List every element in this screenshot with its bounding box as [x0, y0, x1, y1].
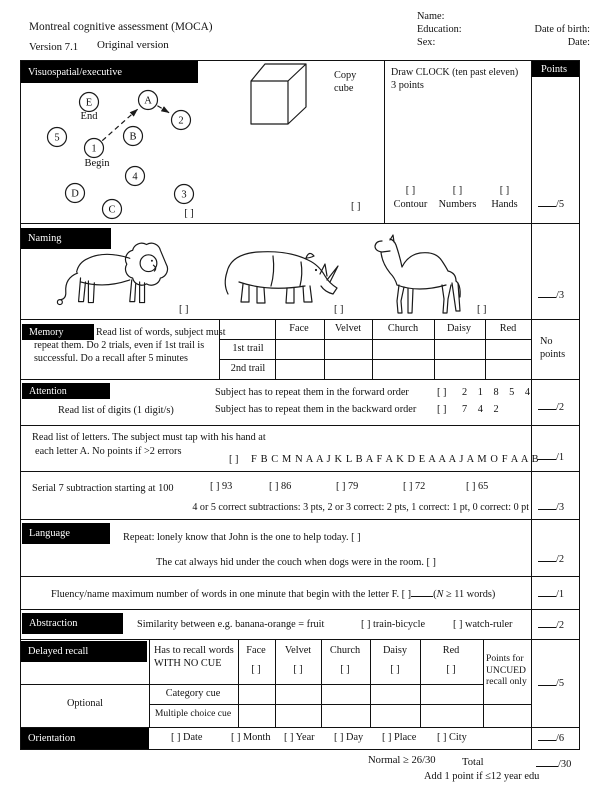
- memory-word-face: Face: [289, 323, 309, 334]
- lion-checkbox[interactable]: [ ]: [179, 304, 189, 315]
- memory-row-1st-trail: 1st trail: [232, 343, 264, 354]
- points-cell-orientation: [531, 728, 579, 749]
- delayed-multiple-choice-label: Multiple choice cue: [154, 708, 232, 719]
- delayed-word-face: Face: [246, 645, 266, 656]
- memory-word-daisy: Daisy: [446, 323, 472, 334]
- orientation-item-month: [ ] Month: [231, 732, 271, 743]
- serial7-item-65: [ ] 65: [466, 481, 489, 492]
- copy-cube-label: Copy cube: [334, 70, 357, 94]
- delayed-category-cue-label: Category cue: [165, 688, 221, 699]
- trail-node-label: C: [108, 204, 116, 216]
- section-label-abstraction: Abstraction: [22, 613, 123, 634]
- orientation-place-checkbox[interactable]: [ ]: [382, 732, 392, 743]
- abstraction-checkbox[interactable]: [ ]: [453, 619, 463, 630]
- clock-contour-checkbox[interactable]: [ ]: [405, 185, 416, 196]
- form-version-note: Original version: [97, 39, 169, 51]
- section-label-delayed-recall: Delayed recall: [21, 641, 147, 662]
- serial7-item-86: [ ] 86: [269, 481, 292, 492]
- letters-sequence: F B C M N A A J K L B A F A K D E A A A J A M O F A A B: [251, 454, 540, 465]
- attention-forward-checkbox[interactable]: [ ]: [437, 387, 447, 398]
- orientation-day-checkbox[interactable]: [ ]: [334, 732, 344, 743]
- score-orientation: /6: [538, 731, 564, 744]
- delayed-face-checkbox[interactable]: [ ]: [251, 664, 261, 675]
- score-naming: /3: [538, 288, 564, 301]
- score-blank[interactable]: [538, 552, 556, 562]
- section-fluency: [21, 576, 579, 609]
- education-adjustment-note: Add 1 point if ≤12 year edu: [424, 771, 540, 782]
- orientation-city-checkbox[interactable]: [ ]: [437, 732, 447, 743]
- abstraction-checkbox[interactable]: [ ]: [361, 619, 371, 630]
- trail-arrow: [157, 106, 169, 113]
- clock-numbers-label: Numbers: [438, 199, 477, 210]
- orientation-item-place: [ ] Place: [382, 732, 417, 743]
- serial7-item-72: [ ] 72: [403, 481, 426, 492]
- score-blank[interactable]: [538, 288, 556, 298]
- serial7-instruction: Serial 7 subtraction starting at 100: [32, 483, 174, 494]
- language-sentence1: Repeat: lonely know that John is the one to help today. [ ]: [123, 532, 361, 543]
- orientation-item-year: [ ] Year: [284, 732, 315, 743]
- total-score: /30: [536, 757, 571, 770]
- section-attention: [21, 379, 579, 425]
- points-cell-naming: [531, 224, 579, 319]
- clock-hands-checkbox[interactable]: [ ]: [499, 185, 510, 196]
- trail-annotation: End: [80, 111, 98, 122]
- points-cell-delayed-recall: [531, 640, 579, 727]
- serial7-checkbox[interactable]: [ ]: [210, 481, 220, 492]
- language-sentence2-checkbox[interactable]: [ ]: [426, 557, 436, 568]
- language-sentence2: The cat always hid under the couch when dogs were in the room. [ ]: [156, 557, 436, 568]
- serial7-checkbox[interactable]: [ ]: [336, 481, 346, 492]
- education-label: Education:: [417, 24, 462, 35]
- trail-making-diagram[interactable]: [31, 86, 231, 222]
- score-visuospatial: /5: [538, 197, 564, 210]
- delayed-red-checkbox[interactable]: [ ]: [446, 664, 456, 675]
- language-sentence1-checkbox[interactable]: [ ]: [351, 532, 361, 543]
- letters-instruction-line1: Read list of letters. The subject must tap with his hand at: [32, 432, 266, 443]
- rhinoceros-drawing: [213, 242, 345, 308]
- dob-label: Date of birth:: [534, 24, 590, 35]
- trail-node-label: 3: [181, 189, 187, 201]
- clock-hands-label: Hands: [491, 199, 518, 210]
- orientation-item-city: [ ] City: [437, 732, 467, 743]
- section-letters: [21, 425, 579, 471]
- section-orientation: [21, 727, 579, 749]
- divider: [384, 61, 385, 223]
- cube-drawing: [249, 62, 309, 128]
- form-title: Montreal cognitive assessment (MOCA): [29, 21, 213, 33]
- points-cell-attention: [531, 380, 579, 425]
- section-label-language: Language: [22, 523, 110, 544]
- normal-cutoff-note: Normal ≥ 26/30: [368, 755, 436, 766]
- serial7-scoring-note: 4 or 5 correct subtractions: 3 pts, 2 or 3 correct: 2 pts, 1 correct: 1 pt, 0 correct: 0 pt: [192, 502, 529, 513]
- section-label-naming: Naming: [21, 228, 111, 249]
- score-abstraction: /2: [538, 618, 564, 631]
- name-label: Name:: [417, 11, 445, 22]
- memory-no-points: No points: [540, 336, 566, 360]
- orientation-date-checkbox[interactable]: [ ]: [171, 732, 181, 743]
- delayed-daisy-checkbox[interactable]: [ ]: [390, 664, 400, 675]
- abstraction-instruction: Similarity between e.g. banana-orange = fruit: [137, 619, 325, 630]
- rhinoceros-checkbox[interactable]: [ ]: [334, 304, 344, 315]
- section-naming: [21, 223, 579, 319]
- trail-node-label: 1: [91, 143, 97, 155]
- form-body: [20, 60, 580, 750]
- score-language: /2: [538, 552, 564, 565]
- serial7-checkbox[interactable]: [ ]: [269, 481, 279, 492]
- memory-instruction: Read list of words, subject must repeat them. Do 2 trials, even if 1st trail is successful. Do a recall after 5 minutes: [34, 327, 226, 365]
- section-label-memory: Memory: [22, 324, 94, 340]
- clock-contour-label: Contour: [393, 199, 428, 210]
- serial7-checkbox[interactable]: [ ]: [466, 481, 476, 492]
- score-blank[interactable]: [538, 731, 556, 741]
- orientation-item-date: [ ] Date: [171, 732, 203, 743]
- score-blank[interactable]: [538, 676, 556, 686]
- trail-annotation: Begin: [84, 158, 110, 169]
- fluency-checkbox[interactable]: [ ]: [401, 589, 412, 600]
- section-delayed-recall: [21, 639, 579, 727]
- attention-forward-digits: 2 1 8 5 4: [462, 387, 535, 398]
- fluency-line: Fluency/name maximum number of words in one minute that begin with the letter F. [ ] (N ≥ 11 words): [51, 589, 496, 600]
- section-label-attention: Attention: [22, 383, 110, 399]
- score-letters: /1: [538, 450, 564, 463]
- trail-annotation: [ ]: [184, 208, 194, 219]
- memory-word-velvet: Velvet: [334, 323, 362, 334]
- delayed-velvet-checkbox[interactable]: [ ]: [293, 664, 303, 675]
- delayed-uncued-note: Points for UNCUED recall only: [486, 653, 527, 687]
- total-blank[interactable]: [536, 757, 558, 767]
- trail-node-label: E: [85, 97, 93, 109]
- delayed-word-velvet: Velvet: [284, 645, 312, 656]
- sex-label: Sex:: [417, 37, 436, 48]
- camel-drawing: [368, 231, 493, 317]
- camel-checkbox[interactable]: [ ]: [477, 304, 487, 315]
- score-fluency: /1: [538, 587, 564, 600]
- section-abstraction: [21, 609, 579, 639]
- trail-node-label: B: [129, 131, 137, 143]
- total-label: Total: [462, 757, 484, 768]
- score-attention: /2: [538, 400, 564, 413]
- clock-points-note: 3 points: [391, 80, 424, 91]
- attention-instruction: Read list of digits (1 digit/s): [58, 405, 174, 416]
- section-label-visuospatial: Visuospatial/executive: [21, 61, 198, 83]
- section-visuospatial: [21, 61, 579, 223]
- serial7-item-93: [ ] 93: [210, 481, 233, 492]
- letters-checkbox[interactable]: [ ]: [229, 454, 239, 465]
- clock-scoring: [387, 185, 528, 210]
- fluency-blank[interactable]: [411, 587, 433, 597]
- points-cell-fluency: [531, 577, 579, 609]
- trail-node-label: 2: [178, 115, 184, 127]
- trail-node-label: 5: [54, 132, 60, 144]
- memory-table: [219, 320, 531, 380]
- points-header: Points: [532, 61, 579, 77]
- letters-instruction-line2: each letter A. No points if >2 errors: [35, 446, 182, 457]
- clock-numbers-checkbox[interactable]: [ ]: [452, 185, 463, 196]
- score-serial7: /3: [538, 500, 564, 513]
- score-blank[interactable]: [538, 450, 556, 460]
- serial7-checkbox[interactable]: [ ]: [403, 481, 413, 492]
- delayed-word-red: Red: [442, 645, 460, 656]
- serial7-item-79: [ ] 79: [336, 481, 359, 492]
- memory-word-church: Church: [387, 323, 419, 334]
- form-version: Version 7.1: [29, 41, 79, 53]
- cube-checkbox[interactable]: [ ]: [351, 201, 361, 212]
- orientation-month-checkbox[interactable]: [ ]: [231, 732, 241, 743]
- memory-row-2nd-trail: 2nd trail: [230, 363, 266, 374]
- trail-node-label: A: [144, 95, 152, 107]
- delayed-word-church: Church: [329, 645, 361, 656]
- points-cell-serial7: [531, 472, 579, 519]
- score-blank[interactable]: [538, 500, 556, 510]
- abstraction-pair-watch-ruler: [ ] watch-ruler: [453, 619, 513, 630]
- date-label: Date:: [567, 37, 590, 48]
- memory-word-red: Red: [499, 323, 517, 334]
- score-blank[interactable]: [538, 587, 556, 597]
- points-cell-letters: [531, 426, 579, 471]
- points-cell-language: [531, 520, 579, 576]
- section-label-orientation: Orientation: [21, 728, 149, 749]
- attention-backward-digits: 7 4 2: [462, 404, 503, 415]
- attention-backward-text: Subject has to repeat them in the backward order: [215, 404, 417, 415]
- section-language: [21, 519, 579, 576]
- attention-backward-checkbox[interactable]: [ ]: [437, 404, 447, 415]
- delayed-word-daisy: Daisy: [382, 645, 408, 656]
- orientation-item-day: [ ] Day: [334, 732, 364, 743]
- points-cell-visuospatial: [531, 61, 579, 223]
- score-delayed-recall: /5: [538, 676, 564, 689]
- trail-node-label: D: [71, 188, 79, 200]
- section-memory: [21, 319, 579, 379]
- abstraction-pair-train-bicycle: [ ] train-bicycle: [361, 619, 426, 630]
- orientation-year-checkbox[interactable]: [ ]: [284, 732, 294, 743]
- delayed-no-cue-label: Has to recall words WITH NO CUE: [154, 645, 234, 669]
- score-blank[interactable]: [538, 400, 556, 410]
- lion-drawing: [51, 236, 179, 316]
- delayed-church-checkbox[interactable]: [ ]: [340, 664, 350, 675]
- section-serial7: [21, 471, 579, 519]
- score-blank[interactable]: [538, 618, 556, 628]
- attention-forward-text: Subject has to repeat them in the forward order: [215, 387, 409, 398]
- delayed-optional-label: Optional: [66, 698, 104, 709]
- trail-node-label: 4: [132, 171, 138, 183]
- score-blank[interactable]: [538, 197, 556, 207]
- clock-instruction: Draw CLOCK (ten past eleven): [391, 67, 519, 78]
- points-cell-memory: [531, 320, 579, 379]
- points-cell-abstraction: [531, 610, 579, 639]
